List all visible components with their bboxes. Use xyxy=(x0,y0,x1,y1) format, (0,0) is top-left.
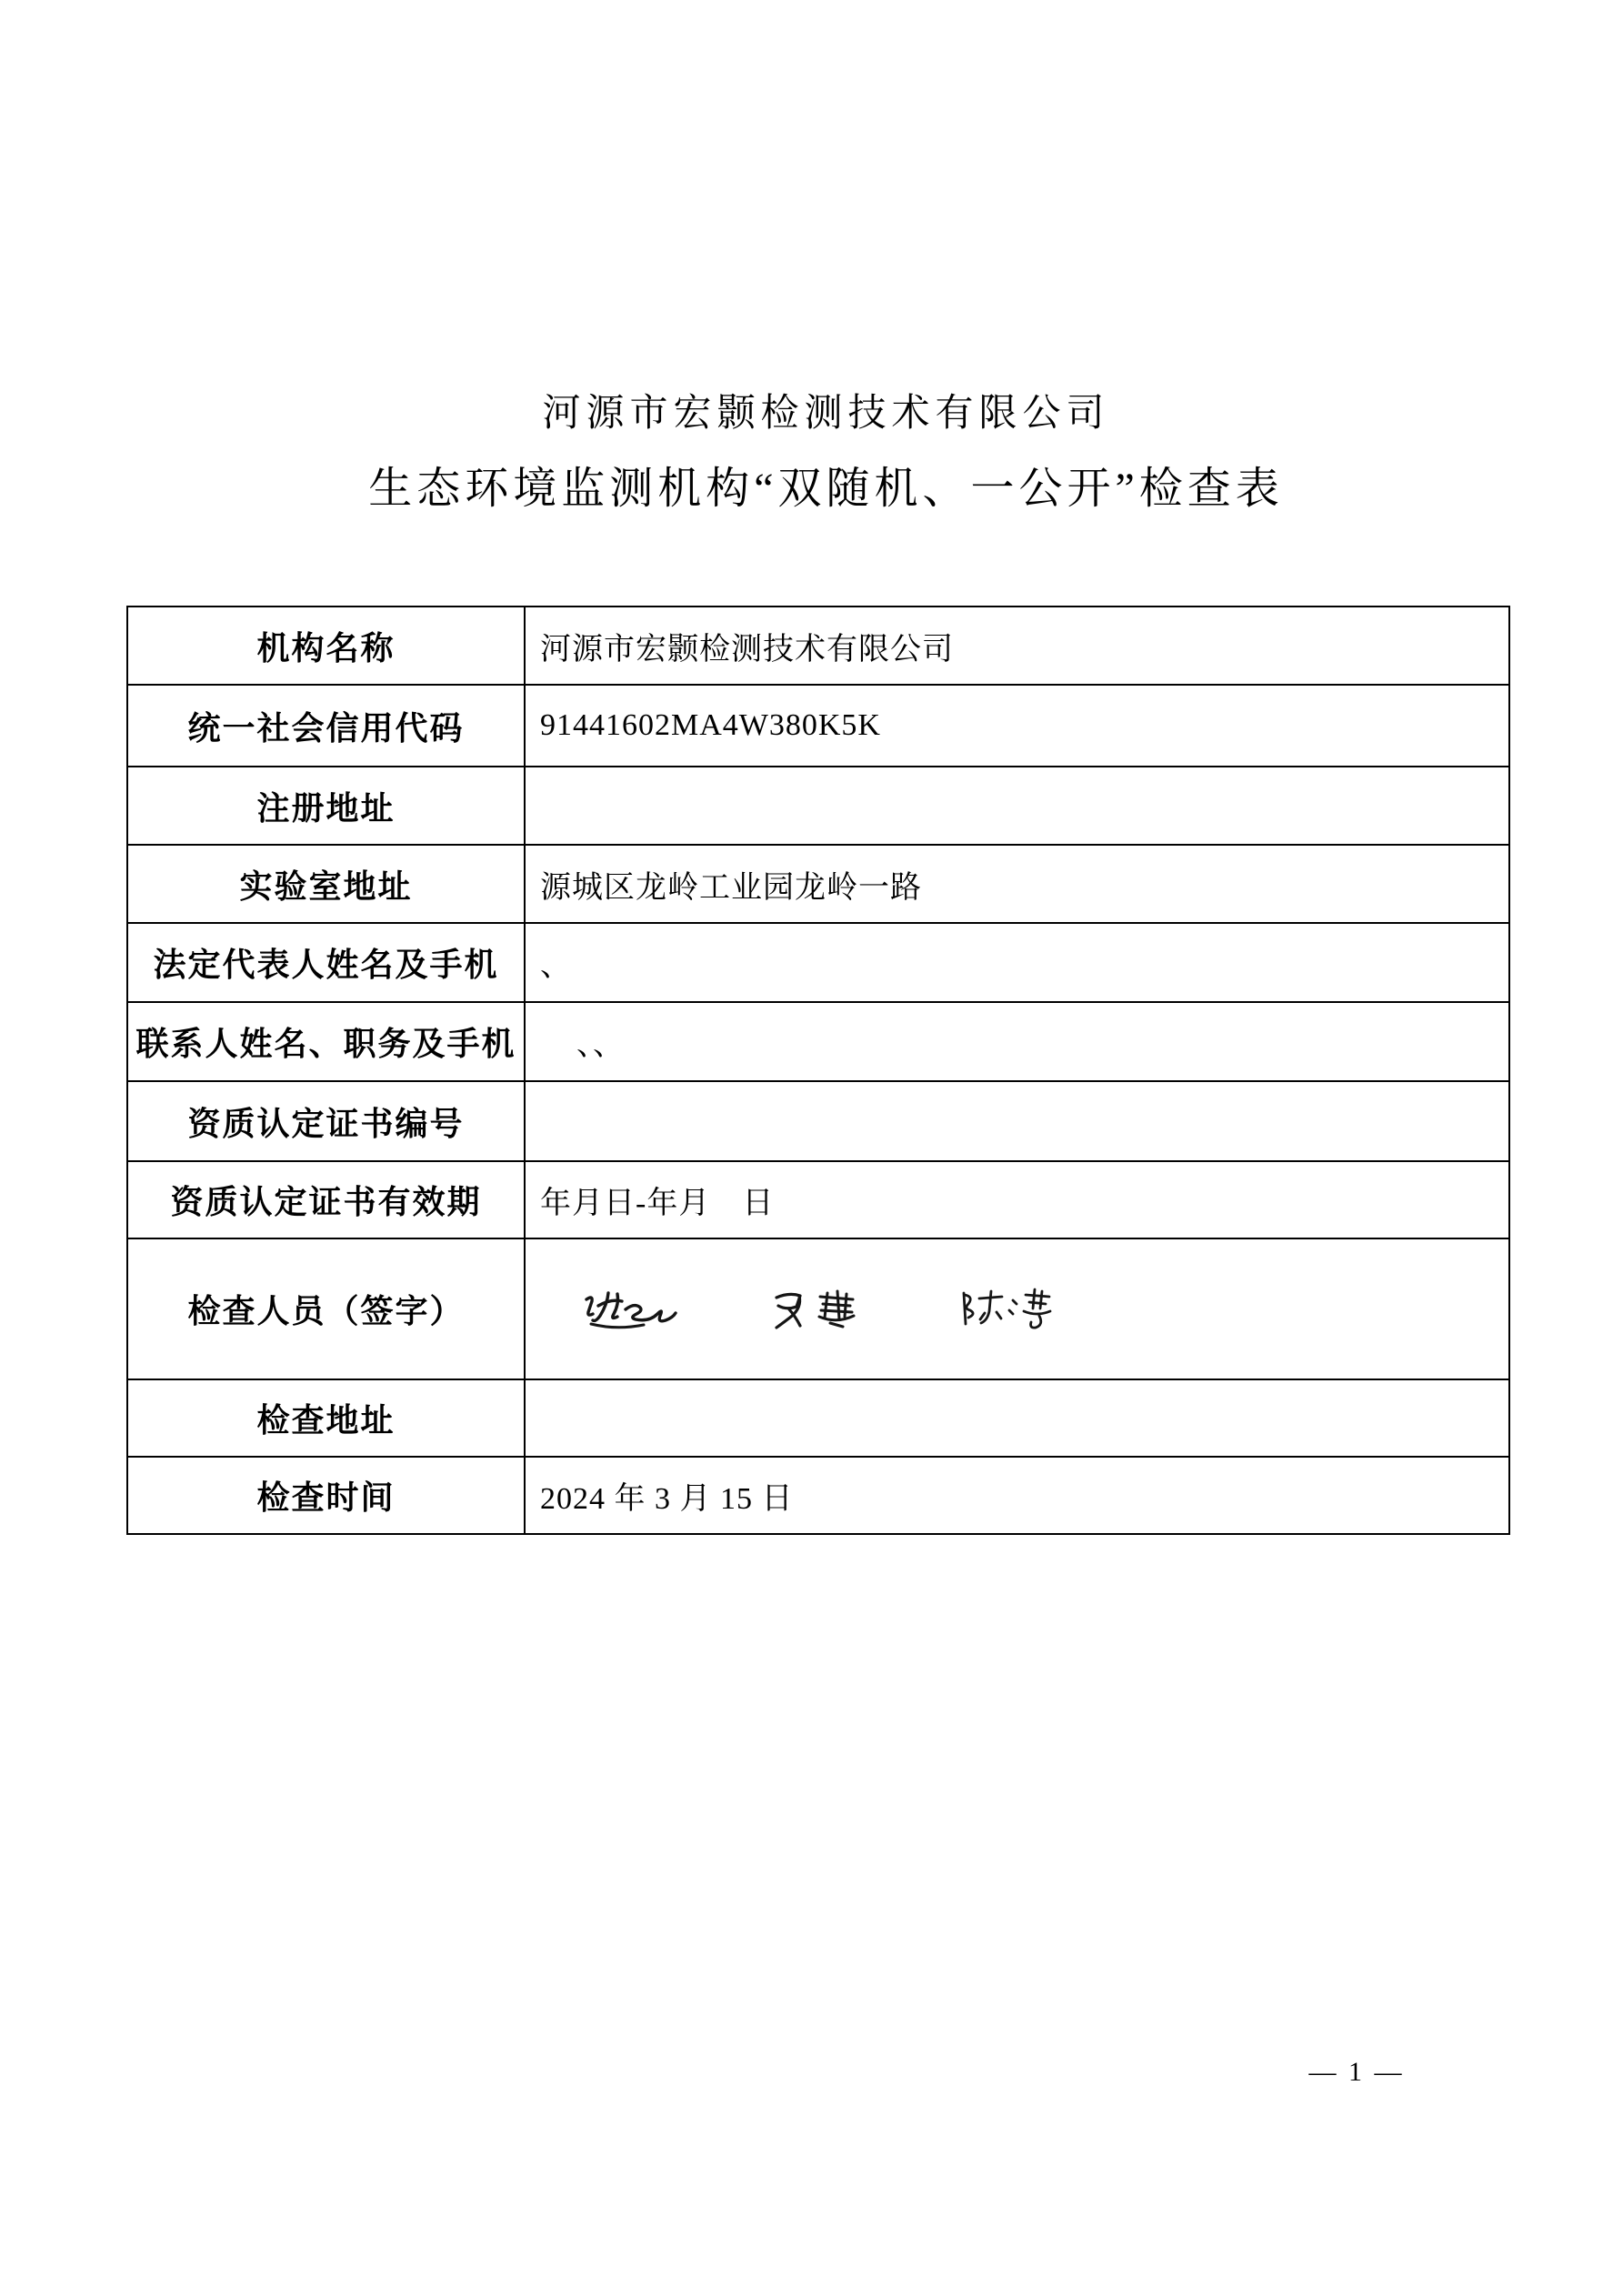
handwritten-signature-1 xyxy=(580,1286,682,1333)
table-row xyxy=(127,1161,1509,1238)
row-value: 91441602MA4W380K5K xyxy=(525,685,1509,767)
row-value xyxy=(525,1081,1509,1161)
row-label: 机构名称 xyxy=(127,607,525,685)
row-value: 、、 xyxy=(525,1002,1509,1081)
row-value: 2024 年 3 月 15 日 xyxy=(525,1457,1509,1534)
table-row xyxy=(127,767,1509,845)
row-value: 年月日-年月 日 xyxy=(525,1161,1509,1238)
row-value: 源城区龙岭工业园龙岭一路 xyxy=(525,845,1509,923)
row-value: 、 xyxy=(525,923,1509,1002)
row-label: 资质认定证书编号 xyxy=(127,1081,525,1161)
inspection-form-table xyxy=(126,606,1510,1535)
table-row xyxy=(127,685,1509,767)
row-value xyxy=(525,1379,1509,1457)
row-label: 实验室地址 xyxy=(127,845,525,923)
row-label: 注册地址 xyxy=(127,767,525,845)
row-value-signatures xyxy=(525,1238,1509,1379)
row-value: 河源市宏颢检测技术有限公司 xyxy=(525,607,1509,685)
form-title: 生态环境监测机构“双随机、一公开”检查表 xyxy=(368,465,1284,513)
page-number: — 1 — xyxy=(1308,2057,1405,2087)
table-row xyxy=(127,1081,1509,1161)
table-row xyxy=(127,923,1509,1002)
table-row xyxy=(127,1457,1509,1534)
row-label: 资质认定证书有效期 xyxy=(127,1161,525,1238)
table-row-signatures xyxy=(127,1238,1509,1379)
signature-group xyxy=(540,1286,1498,1333)
row-label: 法定代表人姓名及手机 xyxy=(127,923,525,1002)
row-label: 检查时间 xyxy=(127,1457,525,1534)
row-value xyxy=(525,767,1509,845)
table-row xyxy=(127,1002,1509,1081)
row-label: 联系人姓名、职务及手机 xyxy=(127,1002,525,1081)
company-title: 河源市宏颢检测技术有限公司 xyxy=(542,393,1110,435)
row-label: 检查人员（签字） xyxy=(127,1238,525,1379)
table-row xyxy=(127,1379,1509,1457)
row-label: 统一社会信用代码 xyxy=(127,685,525,767)
handwritten-signature-2 xyxy=(769,1286,867,1333)
table-row xyxy=(127,607,1509,685)
table-row xyxy=(127,845,1509,923)
row-label: 检查地址 xyxy=(127,1379,525,1457)
handwritten-signature-3 xyxy=(955,1286,1062,1333)
